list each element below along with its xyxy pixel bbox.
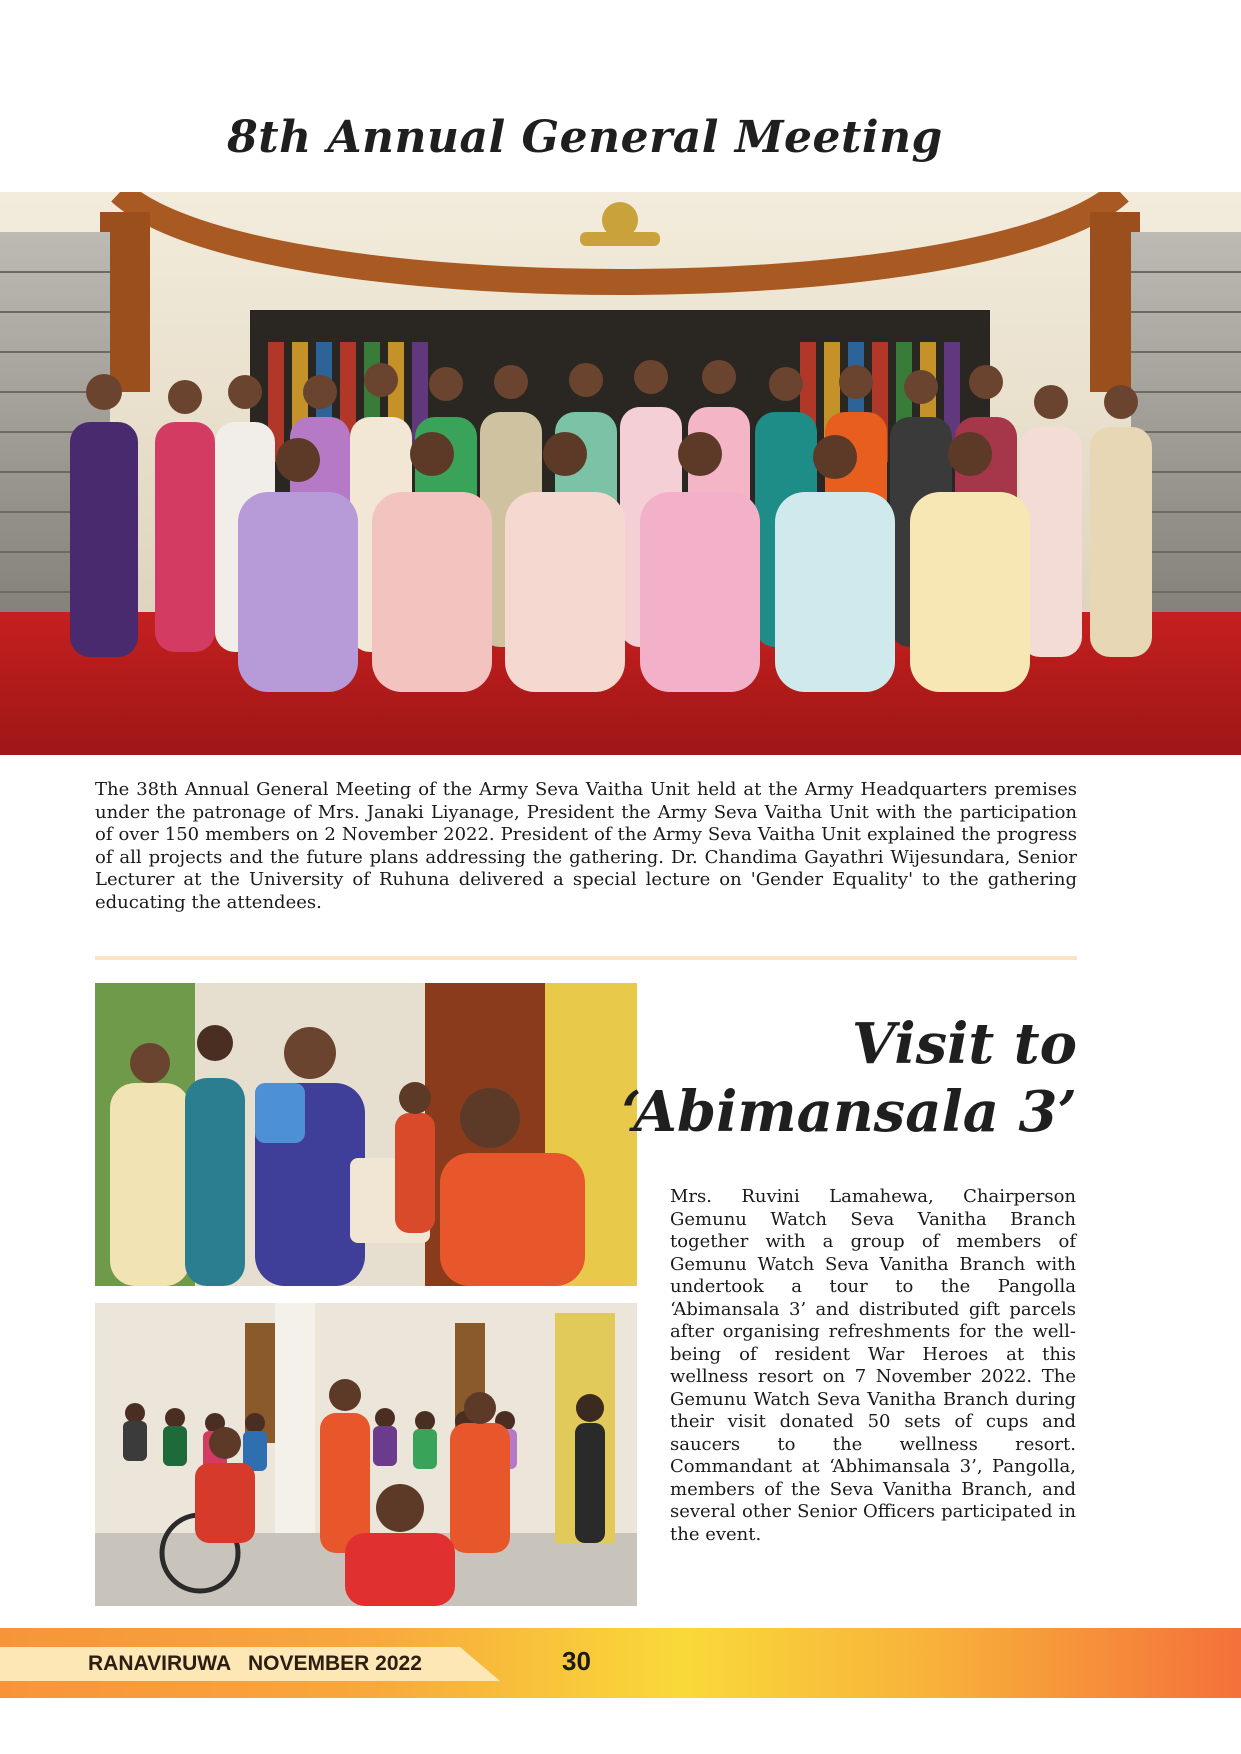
agm-article-text: The 38th Annual General Meeting of the Army Seva Vaitha Unit held at the Army Headquarters premises under the patronage of Mrs. Janaki Liyanage, President the Army Seva Vaitha Unit with the participation of over 150 members on 2 November 2022. President of the Army Seva Vaitha Unit explained the progress of all projects and the future plans addressing the gathering. Dr. Chandima Gayathri Wijesundara, Senior Lecturer at the University of Ruhuna delivered a special lecture on 'Gender Equality' to the gathering educating the attendees. — [95, 779, 1077, 913]
section-title-visit — [617, 1010, 1077, 1146]
visit-article-text: Mrs. Ruvini Lamahewa, Chairperson Gemunu Watch Seva Vanitha Branch together with a group of members of Gemunu Watch Seva Vanitha Branch with undertook a tour to the Pangolla ‘Abimansala 3’ and distributed gift parcels after organising refreshments for the well-being of resident War Heroes at this wellness resort on 7 November 2022. The Gemunu Watch Seva Vanitha Branch during their visit donated 50 sets of cups and saucers to the wellness resort. Commandant at ‘Abhimansala 3’, Pangolla, members of the Seva Vanitha Branch, and several other Senior Officers participated in the event. — [670, 1186, 1076, 1545]
section-divider — [95, 956, 1077, 960]
footer-issue-date: NOVEMBER 2022 — [248, 1652, 422, 1675]
footer-publication-name: RANAVIRUWA — [88, 1652, 232, 1675]
section-title-visit-line2: ‘Abimansala 3’ — [621, 1079, 1077, 1145]
section-title-agm: 8th Annual General Meeting — [227, 112, 943, 163]
footer-page-number: 30 — [562, 1646, 591, 1676]
section-title-visit-line1: Visit to — [851, 1011, 1077, 1077]
visit-gift-handover-photo — [95, 983, 637, 1286]
visit-gathering-photo — [95, 1303, 637, 1606]
agm-group-photo — [0, 192, 1241, 755]
